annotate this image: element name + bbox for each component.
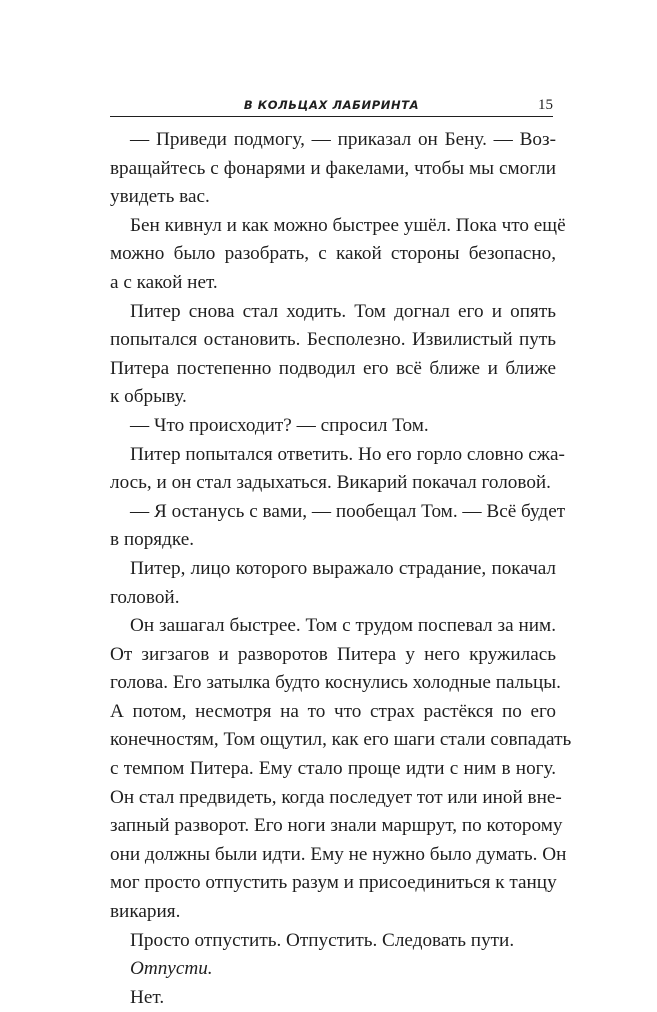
paragraph [110, 441, 565, 498]
text-line: увидеть вас. [110, 186, 210, 208]
paragraph [110, 412, 556, 441]
text-line: викария. [110, 901, 181, 923]
paragraph [110, 126, 556, 212]
text-line: Он стал предвидеть, когда последует тот или иной вне- [110, 786, 562, 808]
paragraph [110, 612, 572, 927]
text-line: попытался остановить. Бесполезно. Извилистый путь [110, 329, 556, 351]
text-line: головой. [110, 586, 180, 608]
text-line: вращайтесь с фонарями и факелами, чтобы мы смогли [110, 157, 556, 179]
text-line: мог просто отпустить разум и присоединиться к танцу [110, 872, 557, 894]
text-line: лось, и он стал задыхаться. Викарий покачал головой. [110, 472, 551, 494]
text-line: — Что происходит? — спросил Том. [130, 414, 429, 436]
page-number: 15 [538, 97, 553, 113]
running-head [110, 96, 553, 117]
paragraph [110, 955, 556, 984]
text-line: От зигзагов и разворотов Питера у него кружилась [110, 643, 556, 665]
text-line: Просто отпустить. Отпустить. Следовать пути. [130, 929, 515, 951]
text-line: они должны были идти. Ему не нужно было думать. Он [110, 843, 567, 865]
paragraph [110, 555, 556, 612]
paragraph [110, 298, 556, 412]
text-line: можно было разобрать, с какой стороны безопасно, [110, 243, 556, 265]
text-line: конечностям, Том ощутил, как его шаги стали совпадать [110, 729, 572, 751]
text-line: — Я останусь с вами, — пообещал Том. — Всё будет [130, 500, 566, 522]
text-line: Питер снова стал ходить. Том догнал его и опять [130, 300, 556, 322]
text-line: к обрыву. [110, 386, 187, 408]
paragraph [110, 927, 556, 956]
text-line: запный разворот. Его ноги знали маршрут, по которому [110, 815, 563, 837]
text-line: голова. Его затылка будто коснулись холодные пальцы. [110, 672, 561, 694]
text-line: Бен кивнул и как можно быстрее ушёл. Пока что ещё [130, 214, 566, 236]
text-line: Питера постепенно подводил его всё ближе и ближе [110, 357, 556, 379]
text-line: Питер попытался ответить. Но его горло словно сжа- [130, 443, 565, 465]
paragraph [110, 212, 566, 298]
body-text [110, 126, 572, 1012]
text-line: А потом, несмотря на то что страх растёкся по его [110, 700, 556, 722]
text-line: а с какой нет. [110, 271, 218, 293]
paragraph [110, 498, 566, 555]
text-line: — Приведи подмогу, — приказал он Бену. — Воз- [130, 129, 556, 150]
text-line: в порядке. [110, 529, 195, 551]
text-line: Отпусти. [130, 958, 213, 980]
text-line: Питер, лицо которого выражало страдание, покачал [130, 557, 556, 579]
text-line: с темпом Питера. Ему стало проще идти с ним в ногу. [110, 758, 556, 780]
text-line: Нет. [130, 986, 165, 1008]
paragraph [110, 984, 556, 1012]
running-title: В КОЛЬЦАХ ЛАБИРИНТА [243, 98, 420, 112]
text-line: Он зашагал быстрее. Том с трудом поспевал за ним. [130, 615, 556, 637]
